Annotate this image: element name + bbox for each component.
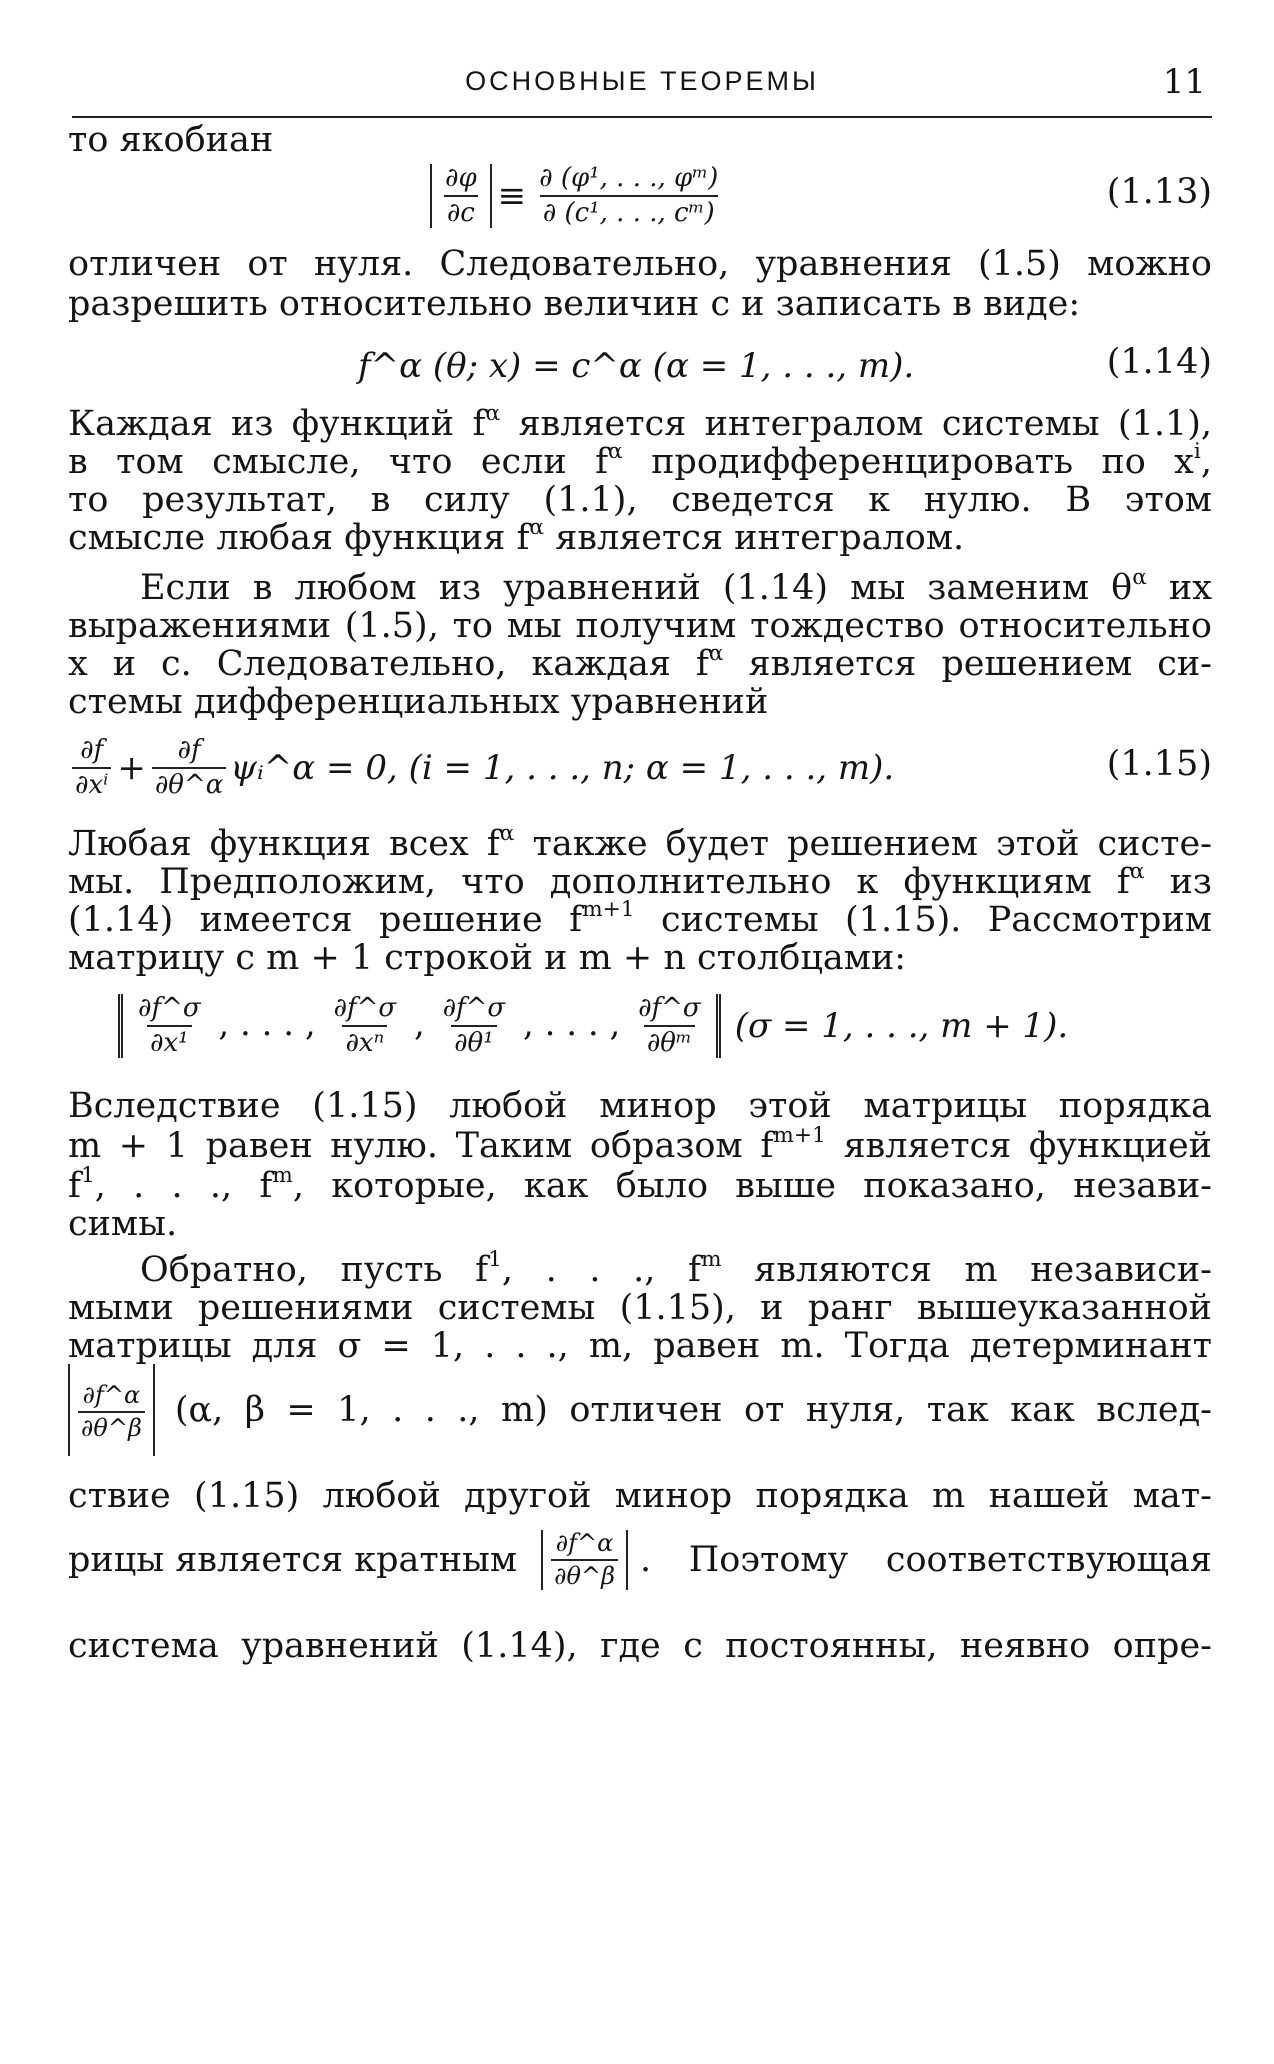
text-line: m + 1 равен нулю. Таким образом $f^{m+1}$ является функцией	[68, 1122, 1212, 1166]
fraction: $\frac{\partial f}{\partial\theta\^{}\alpha}$	[152, 736, 226, 800]
formula: (σ = 1, . . ., m + 1).	[734, 1006, 1069, 1046]
text-line: матрицы для σ = 1, . . ., m, равен m. Тогда детерминант	[68, 1326, 1212, 1366]
fraction: $\frac{\partial\varphi}{\partial c}$	[445, 163, 477, 228]
matrix-bracket: $\frac{\partial f\^{}\sigma}{\text{∂x¹}}$ , . . . , $\frac{\partial f\^{}\sigma}{\text{∂xⁿ}}$ , $\frac{\partial f\^{}\sigma}{\text{∂θ¹}}$ , . . . , $\frac{\partial f\^{}\sigma}{\text{∂θᵐ}}$	[118, 994, 721, 1058]
fraction: $\frac{\partial f\^{}\alpha}{\partial\theta\^{}\beta}$	[78, 1382, 145, 1442]
equation-1-13	[68, 150, 1212, 242]
text-line: стемы дифференциальных уравнений	[68, 682, 769, 722]
formula: f^α (θ; x) = c^α (α = 1, . . ., m).	[358, 346, 915, 386]
text-line: разрешить относительно величин c и записать в виде:	[68, 284, 1081, 324]
page-header	[72, 62, 1212, 118]
fraction: $\frac{\partial f\^{}\sigma}{\text{∂θᵐ}}$	[638, 993, 701, 1058]
text-line: то якобиан	[68, 120, 274, 160]
formula: ψᵢ^α = 0, (i = 1, . . ., n; α = 1, . . ., m).	[230, 748, 895, 788]
plus-sign: +	[117, 748, 146, 788]
text-line-with-determinant: $\frac{\partial f\^{}\alpha}{\partial\theta\^{}\beta}$ (α, β = 1, . . ., m) отличен от нуля, так как вслед-	[68, 1364, 1212, 1456]
text-line: мыми решениями системы (1.15), и ранг вышеуказанной	[68, 1288, 1212, 1328]
equation-number: (1.13)	[1106, 172, 1212, 212]
text-line: Обратно, пусть $f^1$, . . ., $f^m$ являются m независи-	[140, 1246, 1213, 1290]
text-line: в том смысле, что если $f^\alpha$ продифференцировать по $x^i$,	[68, 438, 1212, 482]
text-line: смысле любая функция $f^\alpha$ является интегралом.	[68, 514, 965, 558]
running-title: ОСНОВНЫЕ ТЕОРЕМЫ	[465, 66, 819, 96]
text-line: (1.14) имеется решение $f^{m+1}$ системы (1.15). Рассмотрим	[68, 896, 1212, 940]
jacobi-matrix	[68, 980, 1212, 1072]
fraction: $\frac{\partial f\^{}\sigma}{\text{∂xⁿ}}$	[333, 993, 397, 1058]
text-line: выражениями (1.5), то мы получим тождество относительно	[68, 606, 1212, 646]
text-line: Вследствие (1.15) любой минор этой матрицы порядка	[68, 1086, 1212, 1126]
determinant	[68, 1364, 155, 1456]
text-line: Любая функция всех $f^\alpha$ также будет решением этой систе-	[68, 820, 1212, 864]
page-number: 11	[1162, 62, 1206, 102]
fraction: $\frac{\partial f\^{}\alpha}{\partial\theta\^{}\beta}$	[551, 1530, 618, 1590]
text-line: ствие (1.15) любой другой минор порядка m нашей мат-	[68, 1476, 1212, 1516]
text-line: мы. Предположим, что дополнительно к функциям $f^\alpha$ из	[68, 858, 1212, 902]
equivalence-sign: ≡	[497, 176, 527, 216]
equation-1-15	[68, 722, 1212, 814]
text-line: Каждая из функций $f^\alpha$ является интегралом системы (1.1),	[68, 400, 1213, 444]
fraction: $\frac{\partial f\^{}\sigma}{\text{∂x¹}}$	[138, 993, 201, 1058]
text-line: то результат, в силу (1.1), сведется к нулю. В этом	[68, 480, 1212, 520]
text-line: x и c. Следовательно, каждая $f^\alpha$ является решением си-	[68, 640, 1213, 684]
fraction: $\frac{\partial f\^{}\sigma}{\text{∂θ¹}}$	[442, 993, 506, 1058]
text-line: матрицу с m + 1 строкой и m + n столбцами:	[68, 938, 907, 978]
text-line: отличен от нуля. Следовательно, уравнения (1.5) можно	[68, 244, 1212, 284]
text-line: система уравнений (1.14), где c постоянны, неявно опре-	[68, 1626, 1212, 1666]
equation-number: (1.15)	[1106, 744, 1212, 784]
fraction: $\frac{\partial f}{\text{∂xⁱ}}$	[72, 736, 111, 800]
equation-1-14	[68, 320, 1212, 412]
text-line: $f^1$, . . ., $f^m$, которые, как было выше показано, незави-	[68, 1162, 1213, 1206]
text-line-with-determinant: рицы является кратным $\frac{\partial f\^{}\alpha}{\partial\theta\^{}\beta}$ . Поэтому соответствующая	[68, 1529, 1212, 1590]
jacobian-abs	[430, 164, 492, 228]
text-line: Если в любом из уравнений (1.14) мы заменим $\theta^\alpha$ их	[140, 564, 1212, 608]
text-line: симы.	[68, 1204, 178, 1244]
equation-number: (1.14)	[1106, 342, 1212, 382]
determinant	[541, 1530, 628, 1590]
fraction: $\frac{\text{∂ (φ¹, . . ., φᵐ)}}{\text{∂ (c¹, . . ., cᵐ)}}$	[539, 163, 719, 228]
